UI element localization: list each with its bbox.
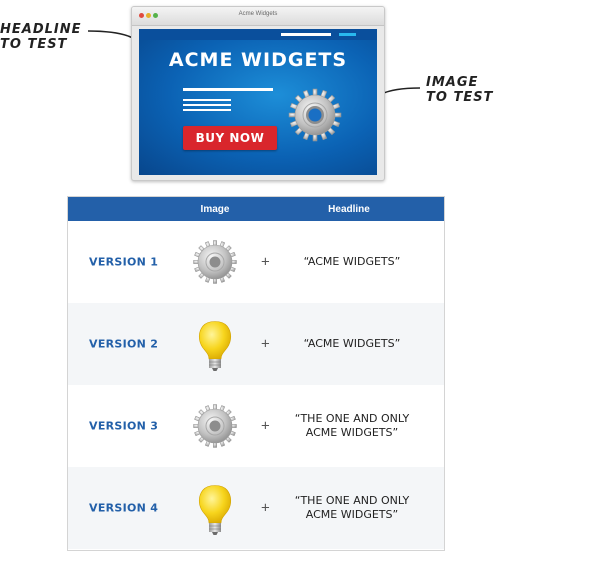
- headline-text: “ACME WIDGETS”: [303, 255, 401, 268]
- hero-text-line: [183, 104, 231, 106]
- browser-window-title: Acme Widgets: [238, 11, 278, 17]
- lightbulb-icon: [192, 316, 238, 372]
- plus-sign: +: [261, 335, 270, 353]
- column-header-image: Image: [200, 204, 230, 215]
- gear-icon: [192, 398, 238, 454]
- version-label: VERSION 3: [89, 419, 159, 433]
- table-header: [68, 197, 444, 221]
- version-label: VERSION 4: [89, 501, 159, 515]
- hero-headline: ACME WIDGETS: [168, 49, 348, 71]
- hero-text-line: [183, 88, 273, 91]
- hero-gear-icon: [285, 85, 345, 145]
- table-row: [68, 467, 444, 549]
- table-row: [68, 303, 444, 385]
- plus-sign: +: [261, 499, 270, 517]
- headline-text: “ACME WIDGETS”: [303, 337, 401, 350]
- column-header-headline: Headline: [328, 204, 370, 215]
- browser-window: [131, 6, 385, 181]
- headline-text: “THE ONE AND ONLY ACME WIDGETS”: [294, 412, 410, 439]
- nav-placeholder-accent: [339, 33, 356, 36]
- site-nav: [139, 29, 377, 40]
- browser-titlebar: [132, 7, 384, 26]
- table-row: [68, 385, 444, 467]
- versions-table: [67, 196, 445, 551]
- website-hero: [139, 29, 377, 175]
- image-annotation: IMAGE TO TEST: [426, 75, 494, 105]
- version-label: VERSION 2: [89, 337, 159, 351]
- lightbulb-icon: [192, 480, 238, 536]
- nav-placeholder: [281, 33, 331, 36]
- table-row: [68, 221, 444, 303]
- hero-text-line: [183, 109, 231, 111]
- gear-icon: [192, 234, 238, 290]
- headline-annotation: HEADLINE TO TEST: [0, 22, 82, 52]
- plus-sign: +: [261, 417, 270, 435]
- hero-text-line: [183, 99, 231, 101]
- version-label: VERSION 1: [89, 255, 159, 269]
- headline-text: “THE ONE AND ONLY ACME WIDGETS”: [294, 494, 410, 521]
- plus-sign: +: [261, 253, 270, 271]
- buy-now-button[interactable]: BUY NOW: [183, 126, 277, 150]
